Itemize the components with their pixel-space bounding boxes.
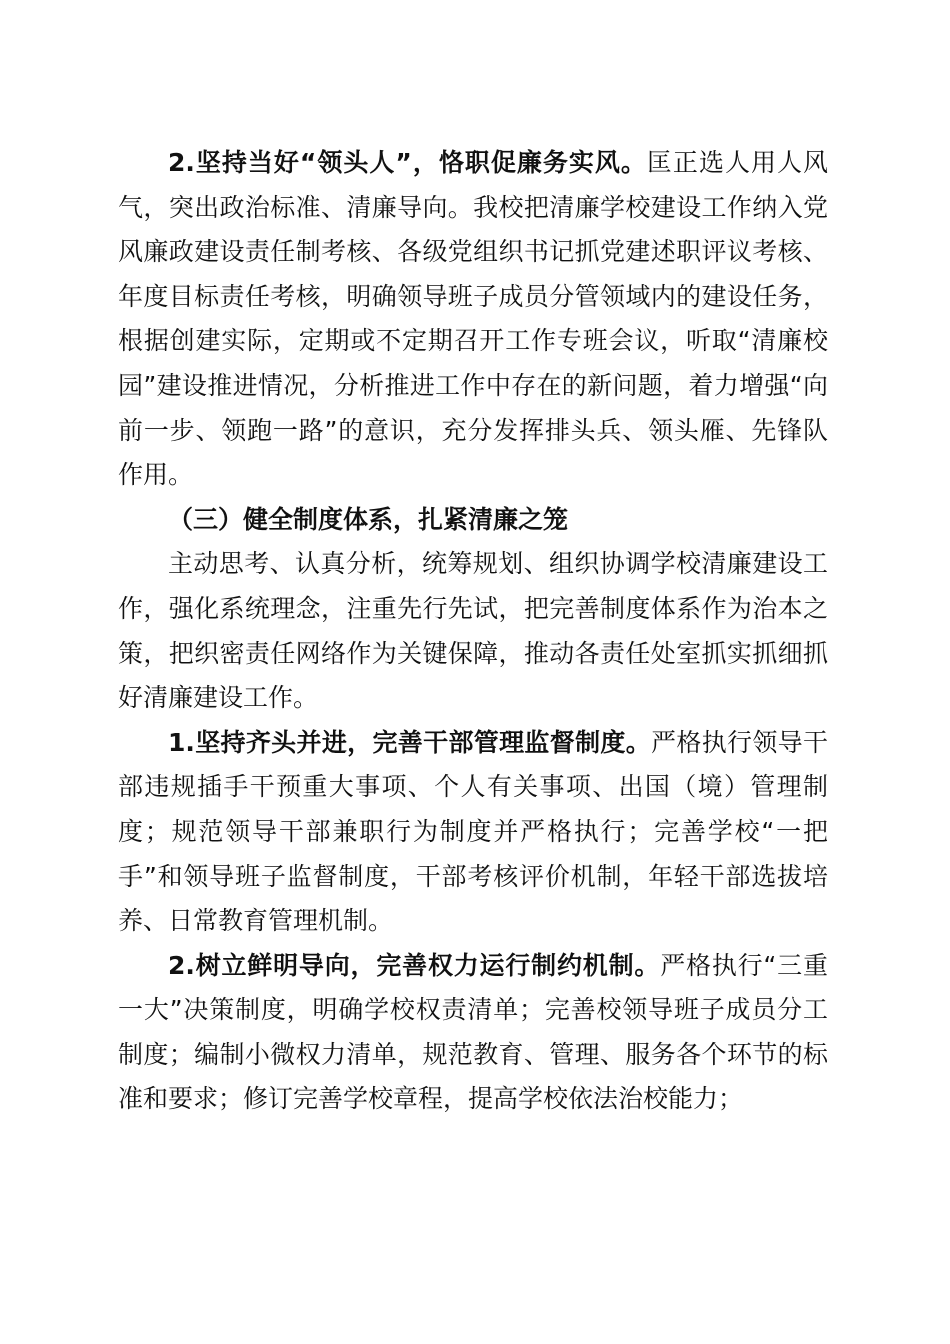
paragraph-cadre-supervision [118, 721, 828, 944]
paragraph-lead: 2.坚持当好“领头人”，恪职促廉务实风。 [168, 148, 647, 177]
document-page [118, 141, 828, 1122]
paragraph-system-intro: 主动思考、认真分析，统筹规划、组织协调学校清廉建设工作，强化系统理念，注重先行先试，把完善制度体系作为治本之策，把织密责任网络作为关键保障，推动各责任处室抓实抓细抓好清廉建设工作。 [118, 549, 828, 713]
paragraph-body: 匡正选人用人风气，突出政治标准、清廉导向。我校把清廉学校建设工作纳入党风廉政建设责任制考核、各级党组织书记抓党建述职评议考核、年度目标责任考核，明确领导班子成员分管领域内的建设任务，根据创建实际，定期或不定期召开工作专班会议，听取“清廉校园”建设推进情况，分析推进工作中存在的新问题，着力增强“向前一步、领跑一路”的意识，充分发挥排头兵、领头雁、先锋队作用。 [118, 148, 828, 490]
paragraph-body: 严格执行“三重一大”决策制度，明确学校权责清单；完善校领导班子成员分工制度；编制小微权力清单，规范教育、管理、服务各个环节的标准和要求；修订完善学校章程，提高学校依法治校能力； [118, 950, 828, 1114]
paragraph-leadership [118, 141, 828, 498]
section-heading: （三）健全制度体系，扎紧清廉之笼 [168, 504, 569, 534]
paragraph-body: 严格执行领导干部违规插手干预重大事项、个人有关事项、出国（境）管理制度；规范领导干部兼职行为制度并严格执行；完善学校“一把手”和领导班子监督制度，干部考核评价机制，年轻干部选拔培养、日常教育管理机制。 [118, 727, 828, 936]
paragraph-lead: 2.树立鲜明导向，完善权力运行制约机制。 [168, 950, 661, 980]
paragraph-lead: 1.坚持齐头并进，完善干部管理监督制度。 [168, 727, 652, 757]
paragraph-power-restriction [118, 944, 828, 1122]
